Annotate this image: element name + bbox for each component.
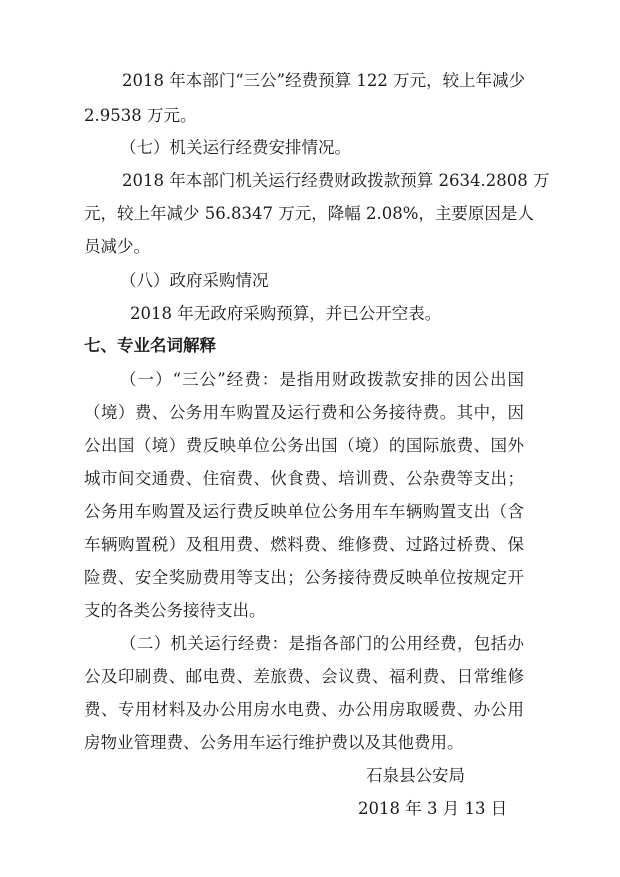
admin-expenses-line-1: 2018 年本部门机关运行经费财政拨款预算 2634.2808 万 — [122, 171, 550, 190]
procurement-line: 2018 年无政府采购预算，并已公开空表。 — [130, 304, 442, 323]
glossary-item-2-line: （二）机关运行经费：是指各部门的公用经费，包括办 — [120, 634, 524, 653]
glossary-item-2-line: 费、专用材料及办公用房水电费、办公用房取暖费、办公用 — [84, 700, 524, 719]
heading-admin-expenses: （七）机关运行经费安排情况。 — [120, 138, 351, 157]
admin-expenses-line-3: 员减少。 — [84, 237, 150, 256]
sangong-budget-line-2: 2.9538 万元。 — [84, 106, 197, 125]
signature-organization: 石泉县公安局 — [366, 766, 465, 785]
glossary-item-1-line: 公出国（境）费反映单位公务出国（境）的国际旅费、国外 — [84, 436, 524, 455]
glossary-item-1-line: 城市间交通费、住宿费、伙食费、培训费、公杂费等支出； — [84, 469, 524, 488]
glossary-item-1-line: 险费、安全奖励费用等支出；公务接待费反映单位按规定开 — [84, 568, 524, 587]
signature-date: 2018 年 3 月 13 日 — [358, 799, 508, 818]
glossary-item-1-line: 车辆购置税）及租用费、燃料费、维修费、过路过桥费、保 — [84, 535, 524, 554]
glossary-item-1-line: 支的各类公务接待支出。 — [84, 601, 266, 620]
glossary-item-1-line: （一）“三公”经费：是指用财政拨款安排的因公出国 — [120, 370, 524, 389]
glossary-item-2-line: 公及印刷费、邮电费、差旅费、会议费、福利费、日常维修 — [84, 667, 524, 686]
glossary-title: 七、专业名词解释 — [84, 336, 216, 355]
glossary-item-2-line: 房物业管理费、公务用车运行维护费以及其他费用。 — [84, 733, 464, 752]
glossary-item-1-line: 公务用车购置及运行费反映单位公务用车车辆购置支出（含 — [84, 502, 524, 521]
heading-procurement: （八）政府采购情况 — [120, 271, 269, 290]
admin-expenses-line-2: 元，较上年减少 56.8347 万元，降幅 2.08%，主要原因是人 — [84, 204, 534, 223]
sangong-budget-line-1: 2018 年本部门“三公”经费预算 122 万元，较上年减少 — [122, 71, 526, 90]
glossary-item-1-line: （境）费、公务用车购置及运行费和公务接待费。其中，因 — [84, 403, 524, 422]
